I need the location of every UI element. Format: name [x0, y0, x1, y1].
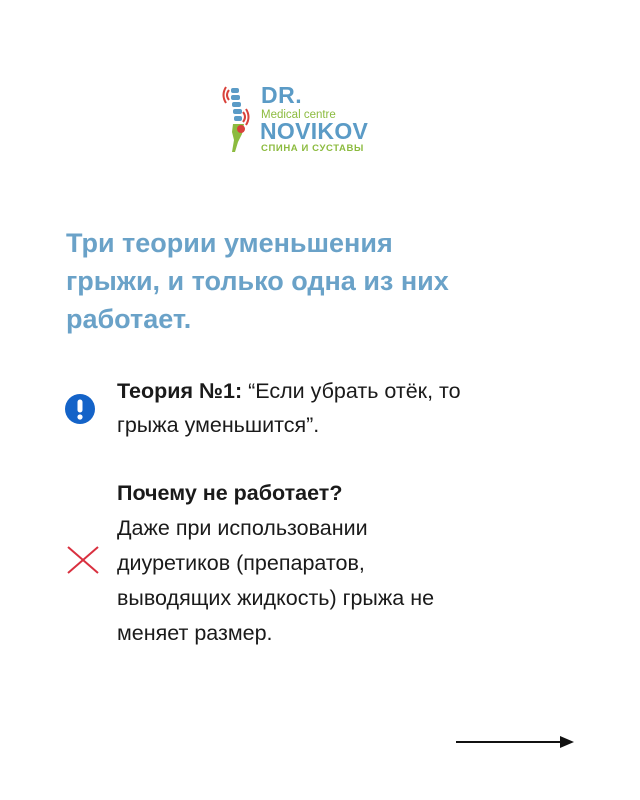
- exclamation-circle-icon: [64, 393, 96, 425]
- page-headline: [66, 224, 586, 338]
- logo-novikov-text: NOVIKOV: [260, 118, 369, 144]
- why-title: Почему не работает?: [117, 481, 343, 505]
- why-line: диуретиков (препаратов,: [117, 551, 365, 575]
- theory-quote-part-2: грыжа уменьшится”.: [117, 413, 320, 437]
- theory-label: Теория №1:: [117, 379, 243, 403]
- arrow-right-icon[interactable]: [456, 734, 576, 750]
- why-line: меняет размер.: [117, 621, 273, 645]
- cross-icon: [66, 545, 100, 575]
- theory-line-1: [117, 374, 587, 408]
- theory-block: [117, 374, 587, 442]
- logo: [222, 82, 372, 156]
- why-line: выводящих жидкость) грыжа не: [117, 586, 435, 610]
- headline-line: Три теории уменьшения: [66, 228, 393, 258]
- headline-line: работает.: [66, 304, 192, 334]
- logo-subtitle: СПИНА И СУСТАВЫ: [261, 143, 364, 154]
- logo-medical-centre-text: Medical centre: [261, 109, 336, 121]
- theory-quote-part-1: “Если убрать отёк, то: [242, 379, 461, 403]
- headline-line: грыжи, и только одна из них: [66, 266, 449, 296]
- why-not-working-block: [117, 476, 587, 651]
- spine-icon: [222, 82, 260, 156]
- why-line: Даже при использовании: [117, 516, 368, 540]
- logo-dr-text: DR.: [261, 82, 303, 108]
